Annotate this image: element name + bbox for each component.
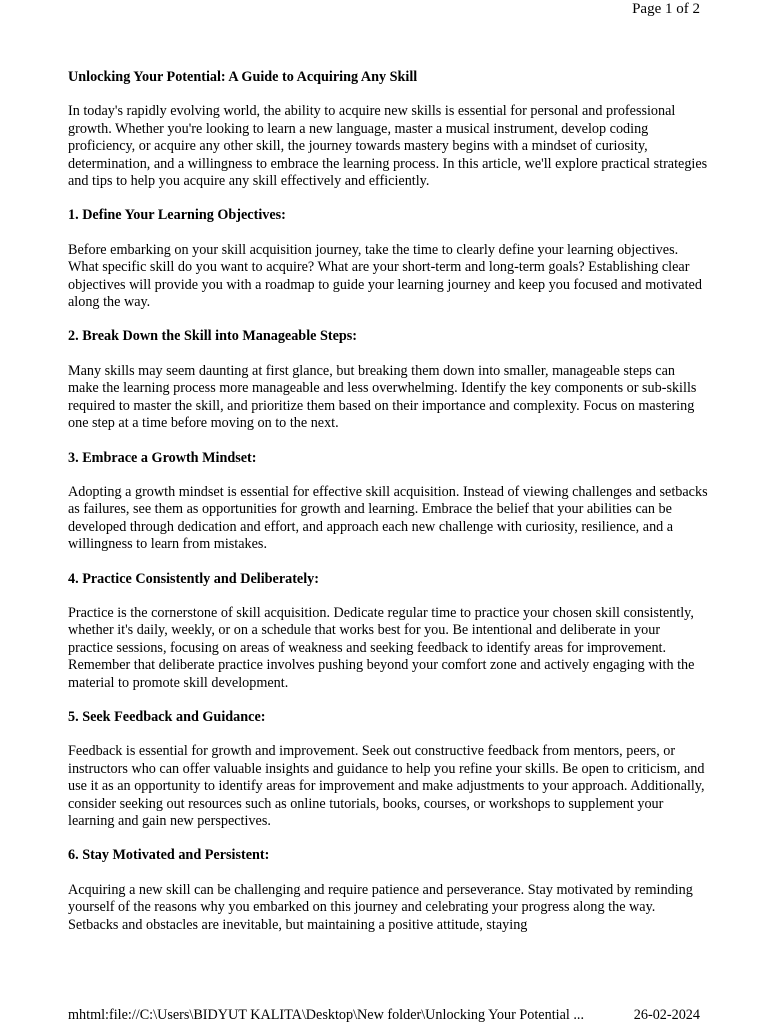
intro-paragraph: In today's rapidly evolving world, the ability to acquire new skills is essential for personal and professional growth. Whether you're looking to learn a new language, master a musical instrument, develop coding proficiency, or acquire any other skill, the journey towards mastery begins with a mindset of curiosity, determination, and a willingness to embrace the learning process. In this article, we'll explore practical strategies and tips to help you acquire any skill effectively and efficiently. — [68, 103, 708, 190]
section-heading-6: 6. Stay Motivated and Persistent: — [68, 847, 270, 864]
section-heading-2: 2. Break Down the Skill into Manageable Steps: — [68, 328, 358, 345]
footer-date: 26-02-2024 — [633, 1007, 700, 1023]
print-footer — [68, 1006, 700, 1024]
footer-file-path: mhtml:file://C:\Users\BIDYUT KALITA\Desktop\New folder\Unlocking Your Potential ... — [68, 1007, 585, 1023]
section-heading-1: 1. Define Your Learning Objectives: — [68, 207, 286, 224]
section-body-3: Adopting a growth mindset is essential for effective skill acquisition. Instead of viewing challenges and setbacks as failures, see them as opportunities for growth and learning. Embrace the belief that your abilities can be developed through dedication and effort, and approach each new challenge with curiosity, resilience, and a willingness to learn from mistakes. — [68, 483, 708, 553]
article-title: Unlocking Your Potential: A Guide to Acquiring Any Skill — [68, 69, 418, 85]
section-body-5: Feedback is essential for growth and improvement. Seek out constructive feedback from mentors, peers, or instructors who can offer valuable insights and guidance to help you refine your skills. Be open to criticism, and use it as an opportunity to identify areas for improvement and make adjustments to your approach. Additionally, consider seeking out resources such as online tutorials, books, courses, or workshops to supplement your learning and gain new perspectives. — [68, 743, 705, 829]
section-heading-3: 3. Embrace a Growth Mindset: — [68, 449, 257, 466]
section-body-4: Practice is the cornerstone of skill acquisition. Dedicate regular time to practice your chosen skill consistently, whether it's daily, weekly, or on a schedule that works best for you. Be intentional and deliberate in your practice sessions, focusing on areas of weakness and seeking feedback to identify areas for improvement. Remember that deliberate practice involves pushing beyond your comfort zone and actively engaging with the material to promote skill development. — [68, 604, 695, 691]
section-body-6: Acquiring a new skill can be challenging and require patience and perseverance. Stay motivated by reminding yourself of the reasons why you embarked on this journey and celebrating your progress along the way. Setbacks and obstacles are inevitable, but maintaining a positive attitude, staying — [68, 881, 693, 933]
article-body — [68, 69, 708, 951]
page-number: Page 1 of 2 — [632, 1, 700, 17]
section-heading-4: 4. Practice Consistently and Deliberately: — [68, 570, 319, 587]
section-heading-5: 5. Seek Feedback and Guidance: — [68, 708, 266, 725]
section-body-2: Many skills may seem daunting at first glance, but breaking them down into smaller, manageable steps can make the learning process more manageable and less overwhelming. Identify the key components or sub-skills required to master the skill, and prioritize them based on their importance and complexity. Focus on mastering one step at a time before moving on to the next. — [68, 362, 697, 432]
section-body-1: Before embarking on your skill acquisition journey, take the time to clearly define your learning objectives. What specific skill do you want to acquire? What are your short-term and long-term goals? Establishing clear objectives will provide you with a roadmap to guide your learning journey and keep you focused and motivated along the way. — [68, 241, 702, 311]
